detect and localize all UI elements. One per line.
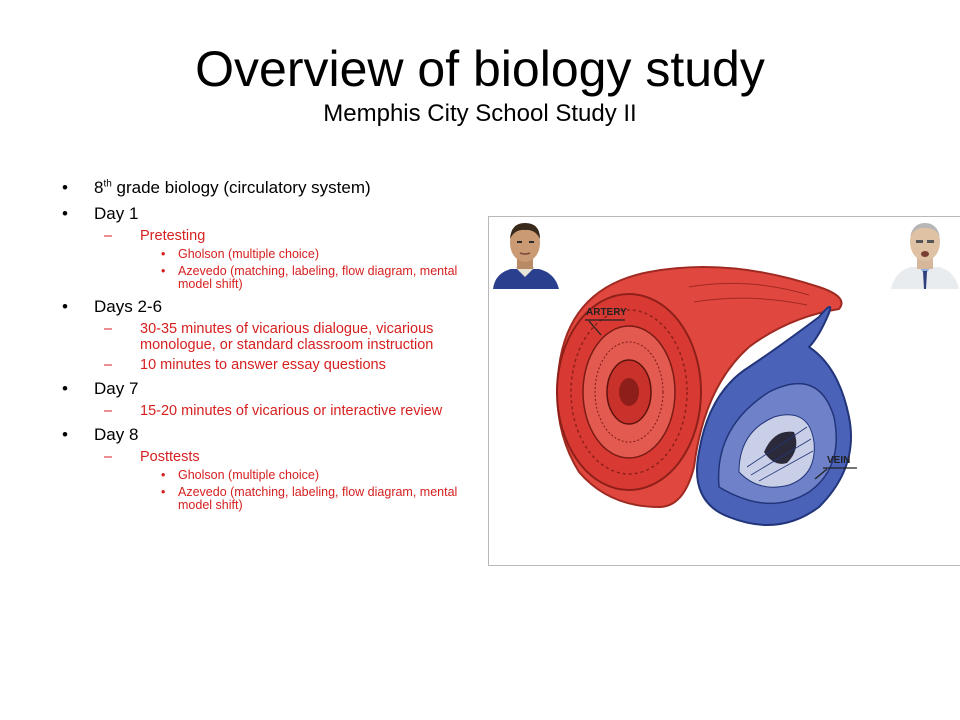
day8-point bbox=[62, 469, 472, 482]
day8-point bbox=[62, 486, 472, 512]
bullet-icon: • bbox=[161, 247, 166, 261]
outline-item-day1 bbox=[62, 204, 472, 224]
outline bbox=[62, 172, 472, 516]
bullet-icon: • bbox=[62, 425, 68, 444]
bullet-icon: • bbox=[62, 204, 68, 223]
grade-text: grade biology (circulatory system) bbox=[111, 178, 371, 197]
outline-item-days2-6 bbox=[62, 297, 472, 317]
slide-subtitle: Memphis City School Study II bbox=[323, 100, 637, 127]
outline-item-grade bbox=[62, 178, 472, 198]
title-block bbox=[0, 40, 960, 128]
bullet-icon: • bbox=[62, 379, 68, 398]
bullet-icon: • bbox=[62, 178, 68, 197]
day8-label: Day 8 bbox=[94, 425, 139, 444]
day1-sub-text: Pretesting bbox=[140, 228, 206, 244]
days2-6-sub-text: 30-35 minutes of vicarious dialogue, vicarious monologue, or standard classroom instruction bbox=[140, 321, 434, 353]
bullet-icon: • bbox=[62, 297, 68, 316]
bullet-icon: • bbox=[161, 264, 166, 278]
day8-sub-text: Posttests bbox=[140, 449, 200, 465]
dash-icon: – bbox=[104, 449, 113, 465]
days2-6-sub bbox=[62, 357, 472, 373]
day1-point bbox=[62, 265, 472, 291]
day1-sub bbox=[62, 228, 472, 244]
slide-title: Overview of biology study bbox=[195, 41, 765, 97]
day1-point-text: Gholson (multiple choice) bbox=[178, 247, 320, 261]
day7-sub bbox=[62, 403, 472, 419]
day1-point-text: Azevedo (matching, labeling, flow diagram, mental model shift) bbox=[178, 264, 458, 291]
dash-icon: – bbox=[104, 403, 113, 419]
bullet-icon: • bbox=[161, 485, 166, 499]
student-avatar-icon bbox=[489, 217, 561, 289]
artery-label: ARTERY bbox=[586, 307, 627, 318]
dash-icon: – bbox=[104, 321, 113, 337]
day8-point-text: Gholson (multiple choice) bbox=[178, 468, 320, 482]
outline-item-day7 bbox=[62, 379, 472, 399]
grade-suffix: th bbox=[103, 178, 112, 190]
grade-number: 8 bbox=[94, 178, 104, 197]
vein-label: VEIN bbox=[827, 455, 851, 466]
dash-icon: – bbox=[104, 357, 113, 373]
day1-label: Day 1 bbox=[94, 204, 139, 223]
dash-icon: – bbox=[104, 228, 113, 244]
outline-item-day8 bbox=[62, 425, 472, 445]
days2-6-sub bbox=[62, 321, 472, 353]
day8-sub bbox=[62, 449, 472, 465]
professor-avatar-icon bbox=[889, 217, 960, 289]
day8-point-text: Azevedo (matching, labeling, flow diagram, mental model shift) bbox=[178, 485, 458, 512]
days2-6-sub-text: 10 minutes to answer essay questions bbox=[140, 357, 386, 373]
day1-point bbox=[62, 248, 472, 261]
day7-sub-text: 15-20 minutes of vicarious or interactive review bbox=[140, 403, 443, 419]
artery-vein-illustration bbox=[488, 216, 960, 566]
days2-6-label: Days 2-6 bbox=[94, 297, 163, 316]
bullet-icon: • bbox=[161, 468, 166, 482]
day7-label: Day 7 bbox=[94, 379, 139, 398]
